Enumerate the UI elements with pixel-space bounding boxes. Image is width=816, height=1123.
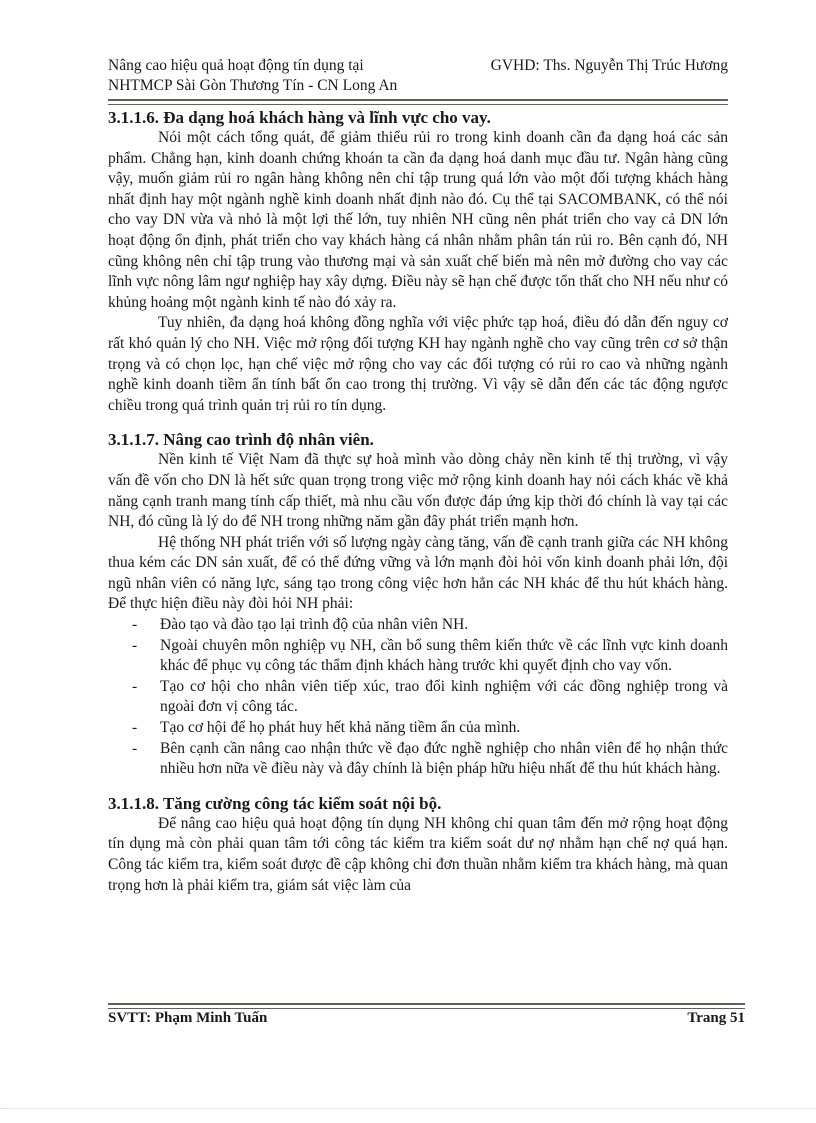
header-thesis-title-line1: Nâng cao hiệu quả hoạt động tín dụng tại: [108, 57, 364, 74]
section-3-1-1-6: [108, 108, 728, 416]
paragraph: Nền kinh tế Việt Nam đã thực sự hoà mình vào dòng chảy nền kinh tế thị trường, vì vậy vấn đề vốn cho DN là hết sức quan trọng trong việc mở rộng kinh doanh hay nói cách khác về khả năng cạnh tranh mang tính cấp thiết, mà nhu cầu vốn được đáp ứng kịp thời đó chính là vay tại các NH, đó cũng là lý do để NH trong những năm gần đây phát triển mạnh hơn.: [108, 451, 728, 531]
dash-bullet: -: [132, 616, 138, 634]
list-item: - Tạo cơ hội cho nhân viên tiếp xúc, trao đổi kinh nghiệm với các đồng nghiệp trong và ngoài đơn vị công tác.: [132, 677, 728, 716]
page-footer: [108, 1010, 745, 1027]
dash-bullet: -: [132, 677, 138, 695]
footer-divider: [108, 1003, 745, 1009]
page-header: [108, 56, 728, 96]
paragraph: Hệ thống NH phát triển với số lượng ngày càng tăng, vấn đề cạnh tranh giữa các NH không thua kém các DN sản xuất, để có thể đứng vững và lớn mạnh đòi hỏi vốn kinh doanh phải lớn, đội ngũ nhân viên có năng lực, sáng tạo trong công việc hơn hẳn các NH khác để thu hút khách hàng. Để thực hiện điều này đòi hỏi NH phải:: [108, 533, 728, 613]
header-divider: [108, 99, 728, 105]
dash-bullet: -: [132, 739, 138, 757]
paragraph: Để nâng cao hiệu quả hoạt động tín dụng NH không chỉ quan tâm đến mở rộng hoạt động tín dụng mà còn phải quan tâm tới công tác kiểm tra kiểm soát dư nợ nhằm hạn chế nợ quá hạn. Công tác kiểm tra, kiểm soát được đề cập không chỉ đơn thuần nhằm kiểm tra khách hàng, mà quan trọng hơn là phải kiểm tra, giám sát việc làm của: [108, 814, 728, 894]
requirements-list: [108, 615, 728, 780]
list-item: - Tạo cơ hội để họ phát huy hết khả năng tiềm ẩn của mình.: [108, 718, 728, 739]
page-bottom-dotted-line: [0, 1108, 816, 1109]
section-3-1-1-7: [108, 430, 728, 780]
dash-bullet: -: [132, 719, 138, 737]
dash-bullet: -: [132, 636, 138, 654]
section-heading: 3.1.1.7. Nâng cao trình độ nhân viên.: [108, 430, 374, 450]
page-number: Trang 51: [687, 1010, 745, 1026]
list-item: - Đào tạo và đào tạo lại trình độ của nhân viên NH.: [108, 615, 728, 636]
header-supervisor: GVHD: Ths. Nguyễn Thị Trúc Hương: [490, 57, 728, 74]
list-item: - Bên cạnh cần nâng cao nhận thức về đạo đức nghề nghiệp cho nhân viên để họ nhận thức nhiều hơn nữa về điều này và đây chính là biện pháp hữu hiệu nhất để thu hút khách hàng.: [132, 739, 728, 778]
page-content: [108, 108, 728, 896]
paragraph: Tuy nhiên, đa dạng hoá không đồng nghĩa với việc phức tạp hoá, điều đó dẫn đến nguy cơ rất khó quản lý cho NH. Việc mở rộng đối tượng KH hay ngành nghề cho vay cũng trên cơ sở thận trọng và có chọn lọc, hạn chế việc mở rộng cho vay các đối tượng có rủi ro cao và những ngành nghề kinh doanh tiềm ẩn tính bất ổn cao trong thị trường. Vì vậy sẽ dẫn đến các tác động ngược chiều trong quá trình quản trị rủi ro tín dụng.: [108, 314, 728, 414]
footer-student: SVTT: Phạm Minh Tuấn: [108, 1010, 268, 1026]
section-3-1-1-8: [108, 794, 728, 896]
list-item: - Ngoài chuyên môn nghiệp vụ NH, cần bổ sung thêm kiến thức về các lĩnh vực kinh doanh khác để phục vụ công tác thẩm định khách hàng trước khi quyết định cho vay vốn.: [132, 636, 728, 675]
section-heading: 3.1.1.6. Đa dạng hoá khách hàng và lĩnh vực cho vay.: [108, 108, 491, 127]
header-thesis-title-line2: NHTMCP Sài Gòn Thương Tín - CN Long An: [108, 77, 398, 94]
section-heading: 3.1.1.8. Tăng cường công tác kiểm soát nội bộ.: [108, 793, 442, 813]
paragraph: Nói một cách tổng quát, để giảm thiểu rủi ro trong kinh doanh cần đa dạng hoá các sản phẩm. Chẳng hạn, kinh doanh chứng khoán ta cần đa dạng hoá danh mục đầu tư. Ngân hàng cũng vậy, muốn giảm rủi ro ngân hàng không nên chỉ tập trung quá lớn vào một đối tượng khách hàng nhất định hay một ngành nghề kinh doanh nhất định nào đó. Cụ thể tại SACOMBANK, có thể nói cho vay DN vừa và nhỏ là một lợi thế lớn, tuy nhiên NH cũng nên phát triển cho vay cả DN lớn hoạt động ổn định, phát triển cho vay khách hàng cá nhân nhằm phân tán rủi ro. Bên cạnh đó, NH cũng không nên chỉ tập trung vào thương mại và sản xuất chế biến mà nên mở đường cho vay các lĩnh vực nông lâm ngư nghiệp hay xây dựng. Điều này sẽ hạn chế được tổn thất cho NH nếu như có khủng hoảng một ngành kinh tế nào đó xảy ra.: [108, 129, 728, 311]
